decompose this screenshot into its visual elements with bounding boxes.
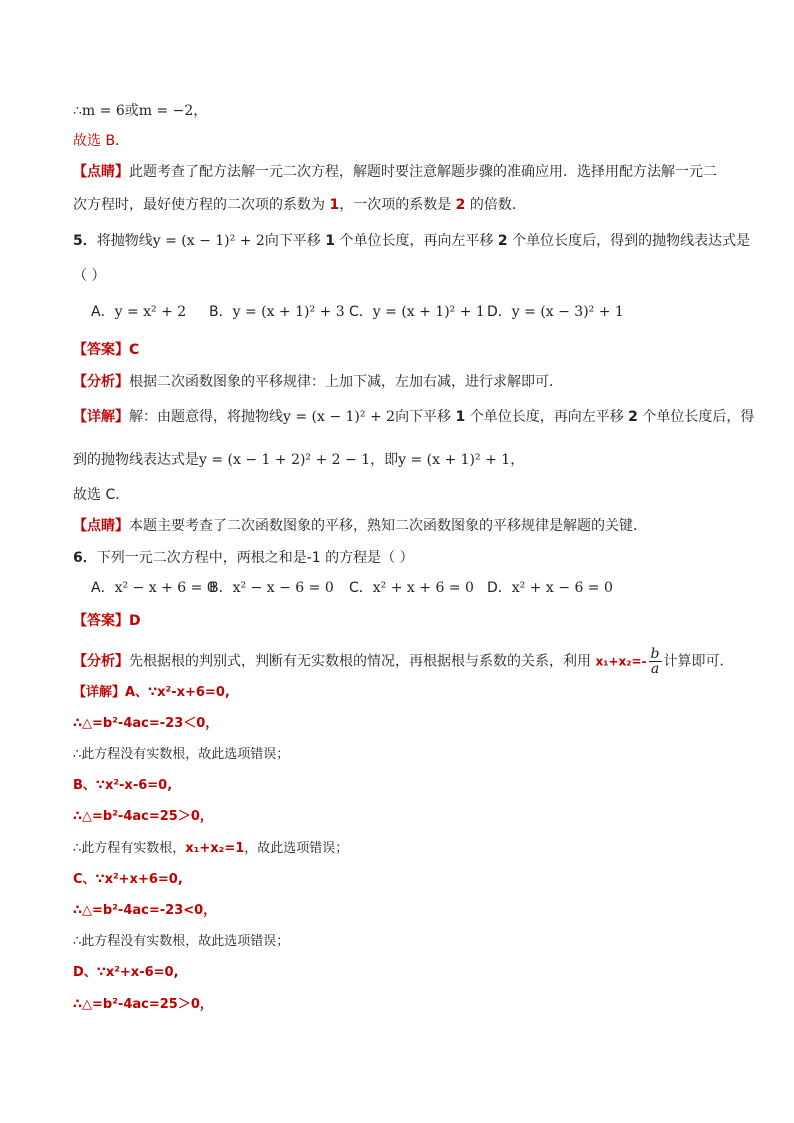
fraction [649,647,662,676]
fraction-denominator: a [650,661,660,677]
text: 根据二次函数图象的平移规律：上加下减，左加右减，进行求解即可． [129,374,563,390]
detail-line [73,683,230,703]
text: 个单位长度，再向左平移 [335,233,498,249]
section-label: 【答案】 [73,613,129,629]
text: （ ） [73,268,106,284]
detail-line [73,450,524,470]
option-label: C． [349,580,373,596]
option-formula: y = (x + 1)² + 1 [372,304,485,320]
text: ∴m = 6或m = −2， [73,103,208,119]
text: 次方程时，最好使方程的二次项的系数为 [73,197,330,213]
option-formula: x² + x − 6 = 0 [511,580,613,596]
option-row [349,302,485,322]
text: 故选 C． [73,487,130,503]
option-formula: y = (x − 3)² + 1 [511,304,624,320]
text: 计算即可． [663,653,734,670]
answer-value: C [129,342,140,358]
option-formula: y = (x + 1)² + 3 [232,304,345,320]
option-row [349,578,474,598]
text: B、∵x²-x-6=0, [73,778,173,793]
section-label: 【分析】 [73,653,129,670]
text: 个单位长度后，得 [637,409,755,425]
option-formula: x² + x + 6 = 0 [372,580,474,596]
section-label: 【点睛】 [73,164,129,180]
answer-value: D [129,613,141,629]
answer-line [73,340,139,360]
text-line [73,131,129,151]
option-formula: x² − x + 6 = 0 [114,580,216,596]
section-label: 【详解】 [73,685,126,700]
text: 到的抛物线表达式是 [73,452,199,468]
text-line [73,101,207,121]
question-number: 5． [73,233,97,249]
text: 2 [628,409,638,425]
formula: y = (x − 1)² + 2 [152,233,265,249]
section-label: 【点睛】 [73,518,129,534]
option-row [209,578,334,598]
text: 先根据根的判别式，判断有无实数根的情况，再根据根与系数的关系，利用 [129,653,596,670]
option-label: A． [91,304,115,320]
option-formula: x² − x − 6 = 0 [232,580,334,596]
text: 2 [455,197,466,213]
option-label: C． [349,304,373,320]
text: 此题考查了配方法解一元二次方程，解题时要注意解题步骤的准确应用．选择用配方法解一元二 [129,164,717,180]
text: x₁+x₂=1 [185,841,245,856]
text: ，一次项的系数是 [339,197,456,213]
analysis-line [73,647,734,676]
remark-line [73,516,647,536]
detail-line [73,714,218,734]
option-row [91,578,216,598]
text: 2 [497,233,508,249]
formula: y = (x + 1)² + 1 [398,452,511,468]
text: 1 [329,197,340,213]
section-label: 【详解】 [73,409,129,425]
fraction-numerator: b [650,646,660,662]
option-label: A． [91,580,115,596]
text: 的倍数． [465,197,526,213]
formula: x₁+x₂=- [595,654,647,669]
option-row [487,578,613,598]
text-line [73,162,717,182]
section-label: 【分析】 [73,374,129,390]
text: 个单位长度，再向左平移 [465,409,629,425]
text: ，故此选项错误； [244,841,349,856]
question-5 [73,231,750,251]
detail-line [73,963,179,983]
text: 下列一元二次方程中，两根之和是-1 的方程是（ ） [96,550,414,566]
detail-line [73,932,289,952]
text-line [73,266,105,286]
option-label: B． [209,304,233,320]
text: A、∵x²-x+6=0, [125,685,230,700]
text: 故选 B． [73,133,130,149]
option-label: B． [209,580,233,596]
detail-line [73,870,183,890]
text: ∴△=b²-4ac=25＞0， [73,809,213,824]
text: 个单位长度后，得到的抛物线表达式是 [507,233,751,249]
detail-line [73,807,213,827]
section-label: 【答案】 [73,342,129,358]
option-label: D． [487,304,512,320]
text: ∴△=b²-4ac=-23＜0， [73,716,219,731]
formula: y = (x − 1 + 2)² + 2 − 1 [199,452,371,468]
text: ∴此方程有实数根， [73,841,186,856]
text: ，即 [370,452,399,468]
option-row [487,302,624,322]
text: 本题主要考查了二次函数图象的平移，熟知二次函数图象的平移规律是解题的关键． [129,518,647,534]
question-6 [73,548,414,568]
detail-line [73,839,348,859]
text-line [73,485,129,505]
text: 解：由题意得，将抛物线 [129,409,283,425]
option-row [91,302,186,322]
text: 将抛物线 [96,233,153,249]
detail-line [73,776,172,796]
text-line [73,195,526,215]
formula: y = (x − 1)² + 2 [283,409,396,425]
option-label: D． [487,580,512,596]
question-number: 6． [73,550,97,566]
text: ∴此方程没有实数根，故此选项错误； [73,747,290,762]
detail-line [73,995,213,1015]
text: ∴△=b²-4ac=-23<0， [73,903,217,918]
text: ， [510,452,525,468]
detail-line [73,407,754,427]
analysis-line [73,372,563,392]
text: 1 [325,233,336,249]
text: ∴此方程没有实数根，故此选项错误； [73,934,290,949]
text: 向下平移 [395,409,456,425]
answer-line [73,611,141,631]
option-row [209,302,345,322]
text: 1 [455,409,466,425]
detail-line [73,901,216,921]
option-formula: y = x² + 2 [114,304,187,320]
text: ∴△=b²-4ac=25＞0， [73,997,213,1012]
text: 向下平移 [264,233,326,249]
detail-line [73,745,289,765]
text: D、∵x²+x-6=0, [73,965,179,980]
text: C、∵x²+x+6=0, [73,872,183,887]
